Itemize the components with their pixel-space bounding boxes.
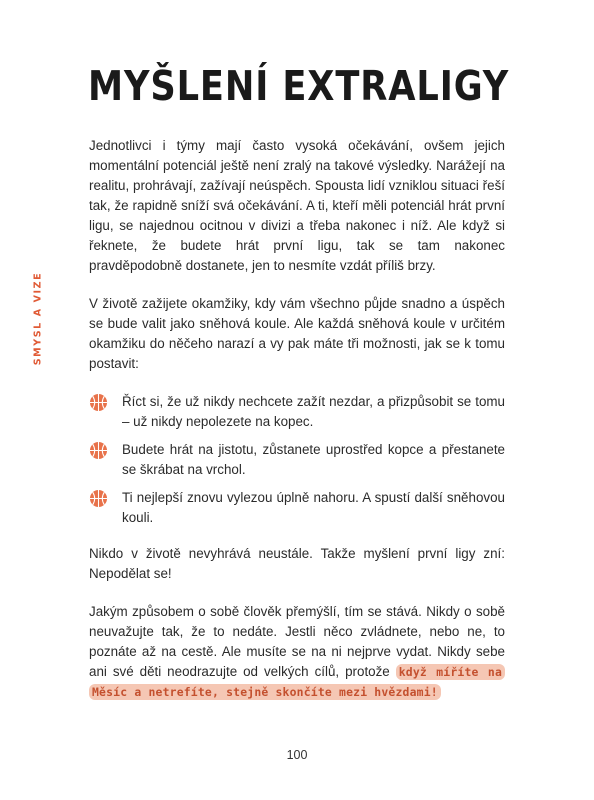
list-item (89, 440, 505, 480)
list-item-text: Budete hrát na jistotu, zůstanete uprostřed kopce a přestanete se škrábat na vrchol. (122, 442, 505, 477)
paragraph-4-text: Jakým způsobem o sobě člověk přemýšlí, tím se stává. Nikdy o sobě neuvažujte tak, že to nedáte. Jestli něco zvládnete, nebo ne, to poznáte až na cestě. Ale musíte se na ni nejprve vydat. Nikdy sebe ani své děti neodrazujte od velkých cílů, protože (89, 604, 505, 679)
basketball-icon (89, 489, 108, 508)
paragraph-1: Jednotlivci i týmy mají často vysoká očekávání, ovšem jejich momentální potenciál ještě není zralý na takové výsledky. Narážejí na realitu, prohrávají, zažívají neúspěch. Spousta lidí vzniklou situaci řeší tak, že rapidně sníží svá očekávání. A ti, kteří měli potenciál hrát první ligu, se najednou ocitnou v divizi a třeba nakonec i níž. Ale když si řeknete, že budete hrát první ligu, tak se tam nakonec pravděpodobně dostanete, jen to nesmíte vzdát příliš brzy. (89, 138, 505, 273)
chapter-side-label: SMYSL A VIZE (32, 271, 44, 366)
list-item-text: Ti nejlepší znovu vylezou úplně nahoru. A spustí další sněhovou kouli. (122, 490, 505, 525)
highlighted-quote: když míříte na Měsíc a netrefíte, stejně skončíte mezi hvězdami! (89, 664, 505, 700)
paragraph-3: Nikdo v životě nevyhrává neustále. Takže myšlení první ligy zní: Nepodělat se! (89, 546, 505, 581)
basketball-icon (89, 441, 108, 460)
list-item (89, 392, 505, 432)
page-title: MYŠLENÍ EXTRALIGY (88, 62, 510, 110)
list-item (89, 488, 505, 528)
paragraph-2: V životě zažijete okamžiky, kdy vám všechno půjde snadno a úspěch se bude valit jako sněhová koule. Ale každá sněhová koule v určitém okamžiku do něčeho narazí a vy pak máte tři možnosti, jak se k tomu postavit: (89, 296, 505, 371)
page-number: 100 (286, 748, 308, 762)
body-text (89, 136, 505, 720)
list-item-text: Říct si, že už nikdy nechcete zažít nezdar, a přizpůsobit se tomu – už nikdy nepolezete na kopec. (122, 394, 505, 429)
options-list (89, 392, 505, 528)
basketball-icon (89, 393, 108, 412)
paragraph-4 (89, 602, 505, 702)
